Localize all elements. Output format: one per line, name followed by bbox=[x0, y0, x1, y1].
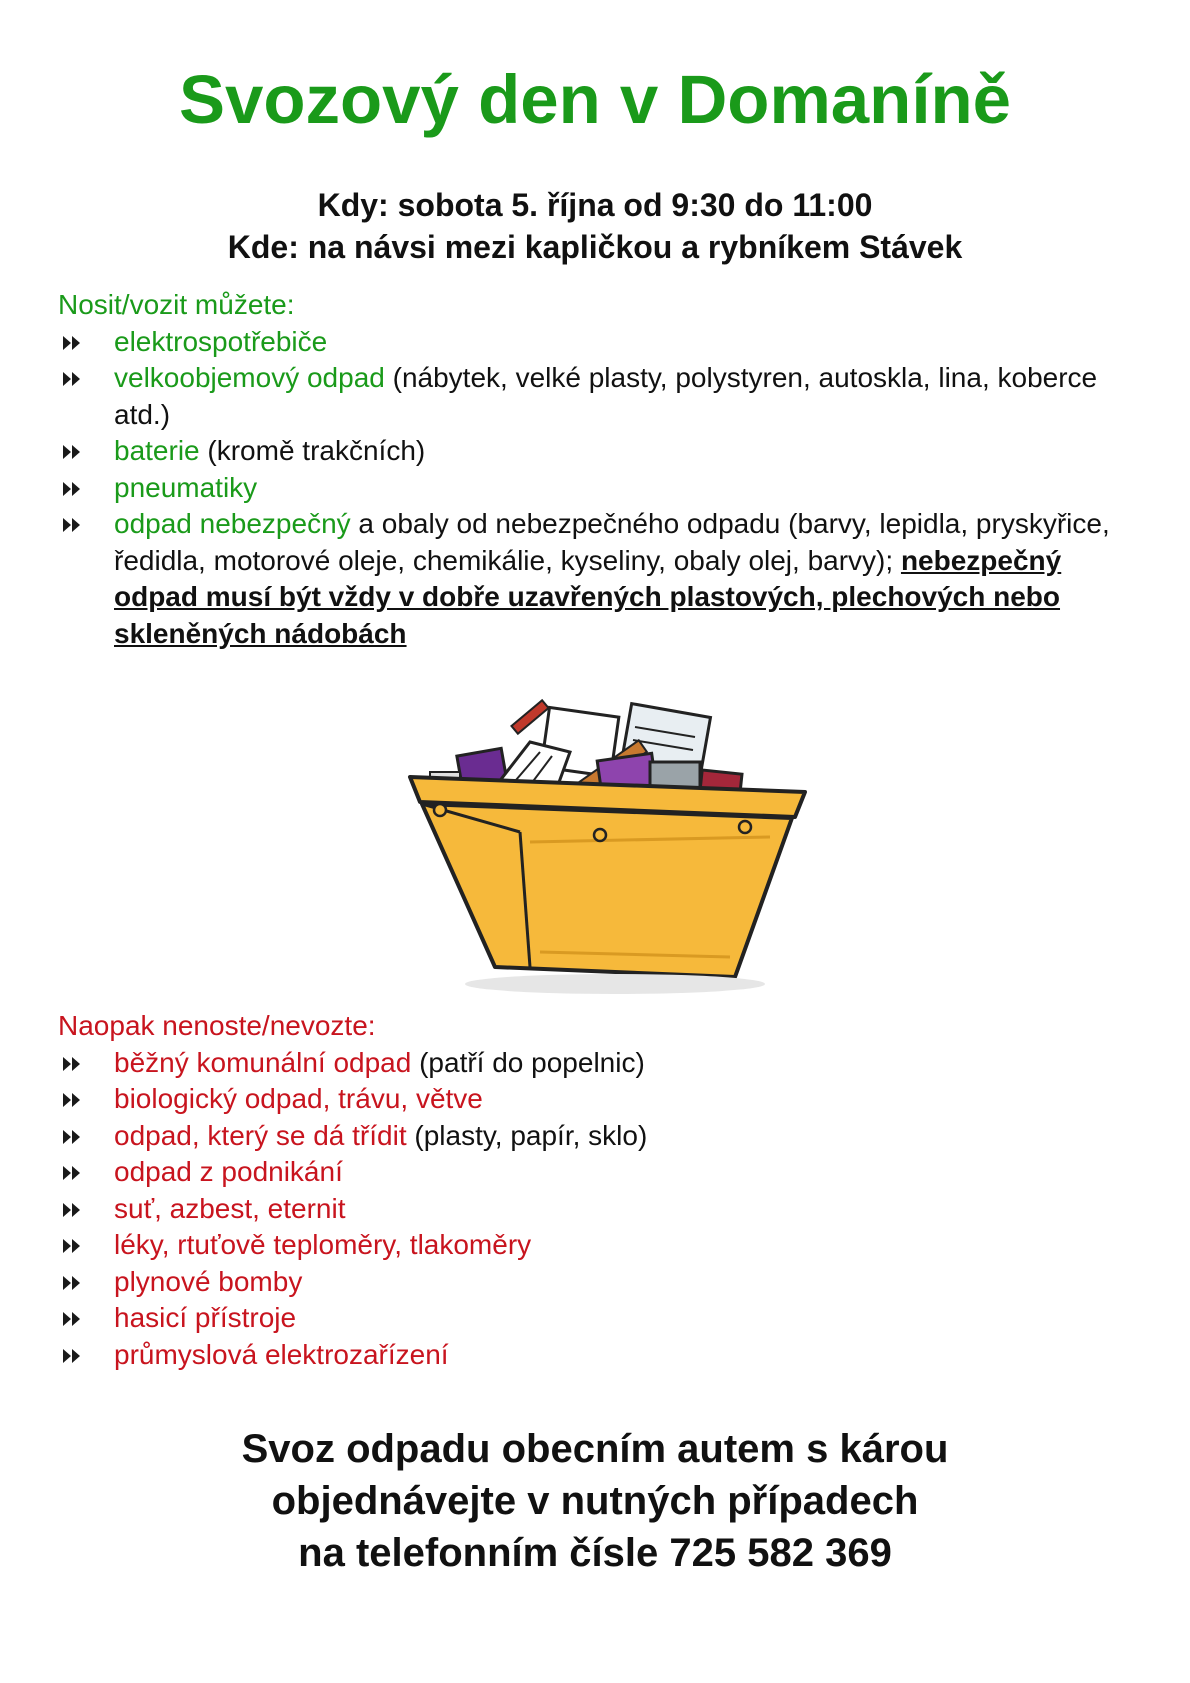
item-detail: (nábytek, velké plasty, polystyren, autoskla, lina, koberce atd.) bbox=[114, 362, 1098, 430]
double-arrow-icon bbox=[62, 371, 82, 387]
event-where: Kde: na návsi mezi kapličkou a rybníkem Stávek bbox=[227, 229, 963, 265]
item-main: odpad z podnikání bbox=[114, 1156, 343, 1187]
item-main: plynové bomby bbox=[114, 1265, 303, 1297]
double-arrow-icon bbox=[62, 517, 82, 533]
forbidden-list bbox=[58, 1045, 1138, 1374]
waste-container-icon bbox=[400, 692, 820, 1002]
allowed-heading: Nosit/vozit můžete: bbox=[58, 289, 295, 320]
double-arrow-icon bbox=[62, 1092, 82, 1108]
list-item bbox=[58, 433, 1138, 470]
footer-notice bbox=[0, 1423, 1190, 1579]
double-arrow-icon bbox=[62, 444, 82, 460]
double-arrow-icon bbox=[62, 1129, 82, 1145]
item-detail: (patří do popelnic) bbox=[411, 1046, 645, 1078]
list-item bbox=[58, 1300, 1138, 1337]
item-main: běžný komunální odpad bbox=[114, 1046, 412, 1078]
item-main: odpad, který se dá třídit bbox=[114, 1119, 407, 1151]
list-item bbox=[58, 360, 1138, 433]
list-item bbox=[58, 1264, 1138, 1301]
footer-line: objednávejte v nutných případech bbox=[271, 1479, 919, 1523]
allowed-list bbox=[58, 324, 1138, 653]
item-main: léky, rtuťově teploměry, tlakoměry bbox=[114, 1229, 532, 1260]
item-main: odpad nebezpečný bbox=[114, 508, 351, 539]
page-title: Svozový den v Domaníně bbox=[178, 61, 1012, 138]
hazard-warning: nebezpečný odpad musí být vždy v dobře uzavřených plastových, plechových nebo skleněných nádobách bbox=[114, 544, 1062, 649]
forbidden-section bbox=[58, 1008, 1138, 1373]
list-item bbox=[58, 1191, 1138, 1228]
item-main: baterie bbox=[114, 435, 200, 466]
list-item bbox=[58, 506, 1138, 652]
double-arrow-icon bbox=[62, 1311, 82, 1327]
event-info bbox=[0, 184, 1190, 268]
list-item bbox=[58, 470, 1138, 507]
allowed-section bbox=[58, 287, 1138, 652]
event-when: Kdy: sobota 5. října od 9:30 do 11:00 bbox=[317, 187, 873, 223]
item-main: biologický odpad, trávu, větve bbox=[114, 1083, 483, 1114]
item-detail: (plasty, papír, sklo) bbox=[406, 1119, 648, 1151]
list-item bbox=[58, 1118, 1138, 1155]
item-detail: a obaly od nebezpečného odpadu (barvy, lepidla, pryskyřice, ředidla, motorové oleje, chemikálie, kyseliny, obaly olej, barvy); bbox=[114, 508, 1110, 576]
item-main: průmyslová elektrozařízení bbox=[114, 1338, 449, 1370]
list-item bbox=[58, 1337, 1138, 1374]
item-detail: (kromě trakčních) bbox=[199, 435, 426, 466]
double-arrow-icon bbox=[62, 1348, 82, 1364]
footer-line: Svoz odpadu obecním autem s károu bbox=[241, 1427, 949, 1471]
item-main: velkoobjemový odpad bbox=[114, 362, 385, 393]
double-arrow-icon bbox=[62, 481, 82, 497]
double-arrow-icon bbox=[62, 1275, 82, 1291]
list-item bbox=[58, 1154, 1138, 1191]
footer-phone-line: na telefonním čísle 725 582 369 bbox=[298, 1531, 892, 1575]
double-arrow-icon bbox=[62, 1165, 82, 1181]
item-main: elektrospotřebiče bbox=[114, 325, 328, 357]
list-item bbox=[58, 1081, 1138, 1118]
item-main: pneumatiky bbox=[114, 471, 258, 503]
double-arrow-icon bbox=[62, 335, 82, 351]
list-item bbox=[58, 1227, 1138, 1264]
double-arrow-icon bbox=[62, 1202, 82, 1218]
double-arrow-icon bbox=[62, 1238, 82, 1254]
forbidden-heading: Naopak nenoste/nevozte: bbox=[58, 1010, 376, 1041]
double-arrow-icon bbox=[62, 1056, 82, 1072]
list-item bbox=[58, 324, 1138, 361]
container-body bbox=[422, 804, 792, 977]
list-item bbox=[58, 1045, 1138, 1082]
item-main: suť, azbest, eternit bbox=[114, 1192, 346, 1224]
item-main: hasicí přístroje bbox=[114, 1302, 297, 1333]
